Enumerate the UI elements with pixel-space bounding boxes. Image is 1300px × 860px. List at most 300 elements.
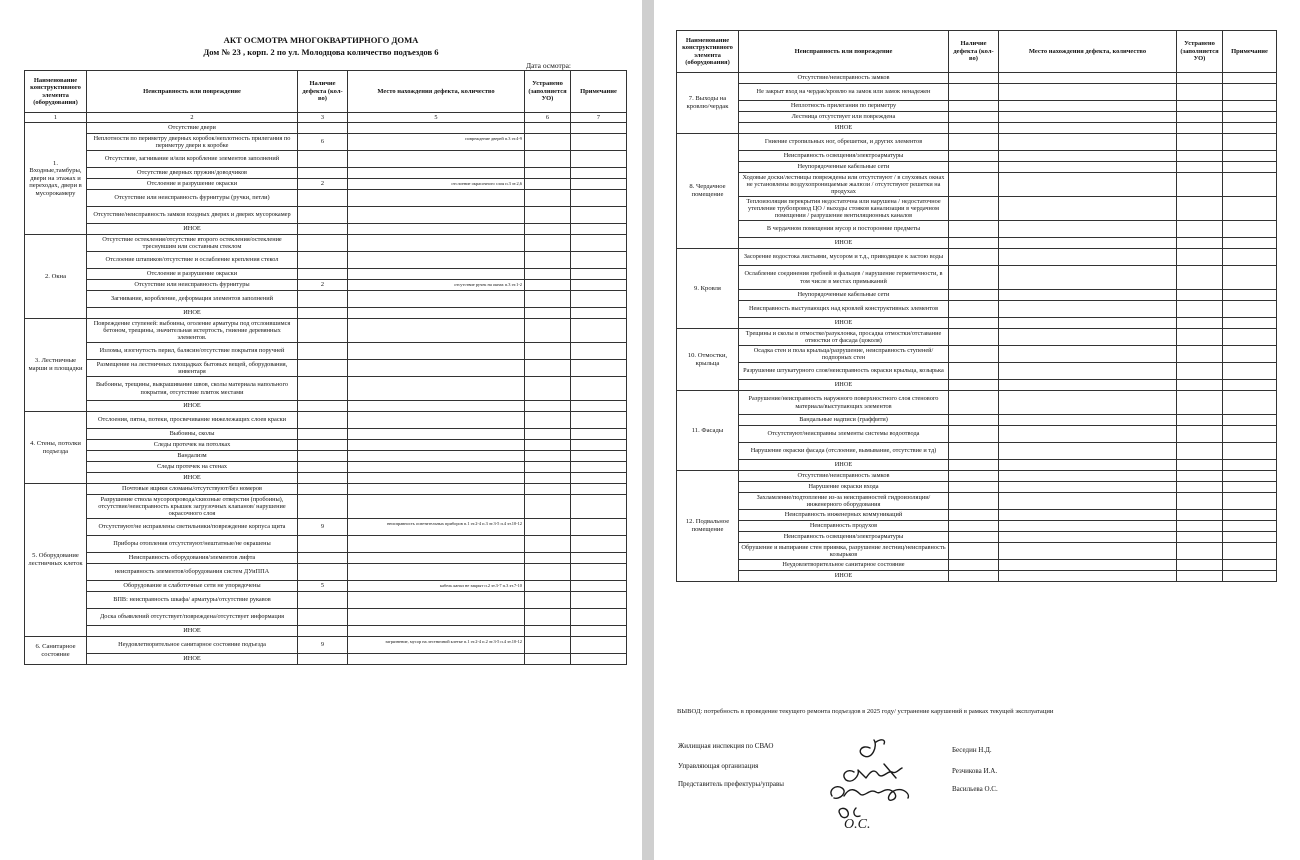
notes-cell — [1223, 112, 1277, 123]
fixed-cell — [1177, 443, 1223, 460]
defect-location-cell — [999, 415, 1177, 426]
table-row — [677, 380, 1277, 391]
defect-count-cell — [298, 592, 348, 609]
defect-cell: Отсутствуют/не исправлены светильники/повреждение корпуса щита — [87, 519, 298, 536]
defect-count-cell — [949, 221, 999, 238]
defect-cell: ИНОЕ — [87, 626, 298, 637]
defect-cell: Отсутствие или неисправность фурнитуры (ручки, петли) — [87, 190, 298, 207]
signatory-org: Представитель префектуры/управы — [678, 780, 785, 788]
defect-cell: Следы протечек на потолках — [87, 440, 298, 451]
fixed-cell — [525, 564, 571, 581]
table-row — [677, 329, 1277, 346]
table-row — [677, 346, 1277, 363]
column-header-defect: Неисправность или повреждение — [87, 71, 298, 113]
notes-cell — [571, 207, 627, 224]
fixed-cell — [1177, 290, 1223, 301]
defect-count-cell — [298, 462, 348, 473]
defect-location-cell — [348, 553, 525, 564]
defect-cell: Разрушение ствола мусоропровода/сквозные отверстия (пробоины), отсутствие/неисправность крышек загрузочных клапанов/ нарушение окрасочного слоя — [87, 495, 298, 519]
defect-count-cell — [298, 224, 348, 235]
column-number: 3 — [298, 113, 348, 123]
fixed-cell — [525, 134, 571, 151]
notes-cell — [571, 308, 627, 319]
defect-cell: Лестница отсутствует или повреждена — [739, 112, 949, 123]
table-row — [25, 473, 627, 484]
section-name: 1. Входные,тамбуры, двери на этажах и переходах, двери в мусорокамеру — [25, 123, 87, 235]
defect-cell: Неисправность выступающих над кровлей конструктивных элементов — [739, 301, 949, 318]
table-row — [677, 391, 1277, 415]
defect-cell: ИНОЕ — [739, 123, 949, 134]
notes-cell — [1223, 162, 1277, 173]
notes-cell — [1223, 123, 1277, 134]
fixed-cell — [525, 429, 571, 440]
notes-cell — [1223, 415, 1277, 426]
table-row — [25, 637, 627, 654]
section-name: 12. Подвальное помещение — [677, 471, 739, 582]
signatory-org: Управляющая организация — [678, 762, 759, 770]
defect-location-cell — [999, 443, 1177, 460]
defect-count-cell — [949, 510, 999, 521]
notes-cell — [571, 224, 627, 235]
fixed-cell — [525, 151, 571, 168]
notes-cell — [571, 269, 627, 280]
fixed-cell — [1177, 266, 1223, 290]
notes-cell — [571, 553, 627, 564]
defect-cell: ИНОЕ — [87, 224, 298, 235]
notes-cell — [571, 134, 627, 151]
defect-cell: Неупорядоченные кабельные сети — [739, 162, 949, 173]
table-row — [677, 510, 1277, 521]
notes-cell — [1223, 221, 1277, 238]
signature-initials: О.С. — [844, 817, 871, 832]
column-number: 1 — [25, 113, 87, 123]
fixed-cell — [525, 473, 571, 484]
defect-cell: Трещины и сколы в отмостке/разуклонка, просадка отмостки/отставание отмостки от фасада (цоколя) — [739, 329, 949, 346]
defect-location-cell — [348, 495, 525, 519]
notes-cell — [1223, 543, 1277, 560]
table-row — [677, 123, 1277, 134]
table-row — [677, 521, 1277, 532]
signatory-name: Беседин Н.Д. — [952, 746, 992, 754]
defect-cell: Отсутствие/неисправность замков — [739, 471, 949, 482]
defect-cell: Захламление/подтопление из-за неисправностей гидроизоляции/инженерного оборудования — [739, 493, 949, 510]
defect-cell: Почтовые ящики сломаны/отсутствуют/без номеров — [87, 484, 298, 495]
defect-count-cell — [949, 101, 999, 112]
table-row — [677, 301, 1277, 318]
defect-cell: ИНОЕ — [739, 318, 949, 329]
table-row — [677, 197, 1277, 221]
table-row — [25, 451, 627, 462]
defect-location-cell — [348, 252, 525, 269]
fixed-cell — [525, 207, 571, 224]
defect-cell: ИНОЕ — [739, 460, 949, 471]
section-name: 6. Санитарное состояние — [25, 637, 87, 665]
section-name: 8. Чердачное помещение — [677, 134, 739, 249]
defect-location-cell — [999, 571, 1177, 582]
defect-location-cell — [348, 291, 525, 308]
table-row — [25, 429, 627, 440]
defect-location-cell — [999, 346, 1177, 363]
defect-count-cell — [298, 440, 348, 451]
notes-cell — [571, 473, 627, 484]
notes-cell — [571, 451, 627, 462]
fixed-cell — [525, 495, 571, 519]
notes-cell — [571, 581, 627, 592]
defect-count-cell: 5 — [298, 581, 348, 592]
notes-cell — [1223, 346, 1277, 363]
table-row — [677, 493, 1277, 510]
table-row — [677, 482, 1277, 493]
defect-location-cell — [999, 266, 1177, 290]
notes-cell — [571, 484, 627, 495]
defect-location-cell — [348, 207, 525, 224]
notes-cell — [571, 377, 627, 401]
notes-cell — [571, 123, 627, 134]
fixed-cell — [1177, 510, 1223, 521]
defect-cell: Неисправность оборудования/элементов лифта — [87, 553, 298, 564]
defect-count-cell — [298, 343, 348, 360]
table-row — [677, 238, 1277, 249]
defect-count-cell — [298, 626, 348, 637]
section-name: 5. Оборудование лестничных клеток — [25, 484, 87, 637]
table-row — [25, 224, 627, 235]
fixed-cell — [1177, 221, 1223, 238]
fixed-cell — [525, 308, 571, 319]
fixed-cell — [525, 168, 571, 179]
fixed-cell — [525, 224, 571, 235]
defect-location-cell — [999, 238, 1177, 249]
defect-count-cell — [949, 560, 999, 571]
table-row — [677, 266, 1277, 290]
table-row — [677, 73, 1277, 84]
defect-location-cell: кабель канал не закрыт п.2 эт.3-7 п.3 эт.7-10 — [348, 581, 525, 592]
table-row — [25, 564, 627, 581]
fixed-cell — [1177, 471, 1223, 482]
fixed-cell — [525, 190, 571, 207]
defect-location-cell: отсутствие ручек на окнах п.3 эт.1-2 — [348, 280, 525, 291]
table-row — [677, 471, 1277, 482]
notes-cell — [571, 564, 627, 581]
defect-count-cell — [298, 609, 348, 626]
defect-cell: Неисправность инженерных коммуникаций — [739, 510, 949, 521]
fixed-cell — [1177, 84, 1223, 101]
defect-cell: неисправность элементов/оборудования систем ДУиППА — [87, 564, 298, 581]
defect-location-cell — [999, 134, 1177, 151]
defect-location-cell — [999, 426, 1177, 443]
section-name: 3. Лестничные марши и площадки — [25, 319, 87, 412]
notes-cell — [1223, 521, 1277, 532]
defect-cell: Приборы отопления отсутствуют/нештатные/не окрашены — [87, 536, 298, 553]
defect-count-cell — [949, 162, 999, 173]
table-header-row — [677, 31, 1277, 73]
defect-count-cell — [298, 473, 348, 484]
defect-cell: Загнивание, коробление, деформация элементов заполнений — [87, 291, 298, 308]
fixed-cell — [525, 269, 571, 280]
table-row — [25, 592, 627, 609]
defect-cell: Отсутствие/неисправность замков — [739, 73, 949, 84]
column-number-row — [25, 113, 627, 123]
defect-cell: Неплотность прилегания по периметру — [739, 101, 949, 112]
fixed-cell — [525, 343, 571, 360]
notes-cell — [1223, 391, 1277, 415]
table-row — [25, 654, 627, 665]
notes-cell — [571, 412, 627, 429]
notes-cell — [1223, 363, 1277, 380]
signatory-name: Васильева О.С. — [952, 785, 998, 793]
defect-location-cell — [348, 235, 525, 252]
fixed-cell — [1177, 380, 1223, 391]
defect-count-cell — [949, 134, 999, 151]
table-row — [25, 319, 627, 343]
fixed-cell — [525, 280, 571, 291]
defect-cell: Неисправность освещения/электроарматуры — [739, 532, 949, 543]
table-row — [25, 235, 627, 252]
notes-cell — [1223, 101, 1277, 112]
notes-cell — [571, 252, 627, 269]
defect-cell: Засорение водостока листьями, мусором и т.д., приводящее к застою воды — [739, 249, 949, 266]
table-row — [677, 112, 1277, 123]
defect-cell: Отслоения, пятна, потеки, просвечивание нижележащих слоев краски — [87, 412, 298, 429]
defect-cell: Выбоины, трещины, выкрашивание швов, сколы материала напольного покрытия, отсутствие плиток местами — [87, 377, 298, 401]
defect-location-cell — [999, 84, 1177, 101]
fixed-cell — [1177, 426, 1223, 443]
fixed-cell — [1177, 543, 1223, 560]
notes-cell — [1223, 73, 1277, 84]
defect-count-cell — [949, 249, 999, 266]
defect-count-cell — [949, 238, 999, 249]
fixed-cell — [1177, 460, 1223, 471]
defect-cell: Нарушение окраски фасада (отслоение, вымывание, отсутствие и тд) — [739, 443, 949, 460]
column-header-presence: Наличие дефекта (кол-во) — [298, 71, 348, 113]
defect-location-cell — [999, 521, 1177, 532]
defect-count-cell — [949, 493, 999, 510]
defect-count-cell — [949, 173, 999, 197]
notes-cell — [571, 637, 627, 654]
defect-cell: ИНОЕ — [87, 401, 298, 412]
defect-cell: Ослабление соединения гребней и фальцев / нарушение герметичности, в том числе в местах примыканий — [739, 266, 949, 290]
defect-count-cell: 9 — [298, 519, 348, 536]
table-row — [25, 412, 627, 429]
defect-cell: Отслоение и разрушение окраски — [87, 269, 298, 280]
table-row — [25, 440, 627, 451]
table-row — [25, 581, 627, 592]
fixed-cell — [525, 581, 571, 592]
notes-cell — [1223, 426, 1277, 443]
notes-cell — [571, 179, 627, 190]
notes-cell — [571, 626, 627, 637]
defect-location-cell — [999, 380, 1177, 391]
fixed-cell — [525, 484, 571, 495]
notes-cell — [1223, 493, 1277, 510]
defect-location-cell — [348, 484, 525, 495]
notes-cell — [1223, 443, 1277, 460]
table-row — [677, 571, 1277, 582]
defect-location-cell — [348, 462, 525, 473]
defect-cell: Изломы, изогнутость перил, балясин/отсутствие покрытия поручней — [87, 343, 298, 360]
defect-count-cell — [949, 318, 999, 329]
defect-location-cell — [999, 329, 1177, 346]
fixed-cell — [1177, 521, 1223, 532]
notes-cell — [1223, 238, 1277, 249]
fixed-cell — [1177, 571, 1223, 582]
fixed-cell — [1177, 560, 1223, 571]
defect-location-cell — [999, 493, 1177, 510]
defect-location-cell — [999, 151, 1177, 162]
defect-location-cell — [348, 123, 525, 134]
page-right — [654, 0, 1300, 860]
defect-cell: Доска объявлений отсутствует/повреждена/отсутствует информация — [87, 609, 298, 626]
defect-count-cell — [949, 532, 999, 543]
defect-cell: ИНОЕ — [739, 380, 949, 391]
table-row — [25, 252, 627, 269]
table-row — [25, 484, 627, 495]
defect-cell: Неплотности по периметру дверных коробок/неплотность прилегания по периметру двери к коробке — [87, 134, 298, 151]
defect-cell: Не закрыт вход на чердак/кровлю на замок или замок ненадежен — [739, 84, 949, 101]
defect-location-cell — [348, 440, 525, 451]
fixed-cell — [525, 536, 571, 553]
defect-location-cell — [348, 654, 525, 665]
table-row — [677, 162, 1277, 173]
column-header-notes: Примечание — [1223, 31, 1277, 73]
notes-cell — [1223, 329, 1277, 346]
defect-cell: Неудовлетворительное санитарное состояние — [739, 560, 949, 571]
fixed-cell — [525, 462, 571, 473]
defect-cell: Следы протечек на стенах — [87, 462, 298, 473]
defect-count-cell — [298, 484, 348, 495]
defect-cell: Выбоины, сколы — [87, 429, 298, 440]
defect-cell: Размещение на лестничных площадках бытовых вещей, оборудования, инвентаря — [87, 360, 298, 377]
defect-location-cell — [348, 609, 525, 626]
defect-location-cell — [999, 73, 1177, 84]
fixed-cell — [525, 626, 571, 637]
defect-count-cell — [298, 401, 348, 412]
fixed-cell — [1177, 173, 1223, 197]
defect-location-cell — [348, 564, 525, 581]
defect-count-cell — [949, 346, 999, 363]
fixed-cell — [525, 553, 571, 564]
defect-location-cell — [999, 221, 1177, 238]
table-row — [677, 221, 1277, 238]
table-row — [25, 291, 627, 308]
notes-cell — [571, 654, 627, 665]
defect-count-cell — [949, 426, 999, 443]
table-row — [677, 543, 1277, 560]
fixed-cell — [1177, 151, 1223, 162]
defect-cell: Осадка стен и пола крыльца/разрушение, неисправность ступеней/подпорных стен — [739, 346, 949, 363]
defect-cell: Разрушение штукатурного слоя/неисправность окраски крыльца, козырька — [739, 363, 949, 380]
defect-location-cell — [348, 319, 525, 343]
table-row — [677, 173, 1277, 197]
defect-location-cell — [999, 391, 1177, 415]
fixed-cell — [1177, 112, 1223, 123]
fixed-cell — [1177, 162, 1223, 173]
notes-cell — [571, 401, 627, 412]
defect-count-cell — [949, 73, 999, 84]
defect-count-cell — [298, 252, 348, 269]
table-row — [25, 168, 627, 179]
defect-count-cell — [298, 291, 348, 308]
defect-cell: Вандальные надписи (граффити) — [739, 415, 949, 426]
notes-cell — [571, 609, 627, 626]
defect-location-cell — [348, 224, 525, 235]
column-header-element: Наименование конструктивного элемента (оборудования) — [677, 31, 739, 73]
defect-count-cell — [298, 207, 348, 224]
fixed-cell — [525, 440, 571, 451]
defect-cell: Отслоение штапиков/отсутствие и ослабление крепления стекол — [87, 252, 298, 269]
defect-count-cell — [949, 482, 999, 493]
notes-cell — [1223, 197, 1277, 221]
table-row — [677, 443, 1277, 460]
defect-count-cell: 9 — [298, 637, 348, 654]
fixed-cell — [525, 123, 571, 134]
defect-location-cell — [348, 412, 525, 429]
defect-count-cell — [949, 543, 999, 560]
table-row — [677, 415, 1277, 426]
defect-count-cell — [949, 471, 999, 482]
document-subtitle: Дом № 23 , корп. 2 по ул. Молодцова количество подъездов 6 — [203, 47, 439, 57]
notes-cell — [571, 319, 627, 343]
defect-location-cell — [348, 168, 525, 179]
table-row — [25, 462, 627, 473]
notes-cell — [1223, 134, 1277, 151]
defect-count-cell — [298, 654, 348, 665]
defect-location-cell — [999, 197, 1177, 221]
notes-cell — [571, 429, 627, 440]
notes-cell — [571, 291, 627, 308]
table-row — [25, 377, 627, 401]
defect-cell: Отсутствуют/неисправны элементы системы водоотвода — [739, 426, 949, 443]
defect-location-cell — [999, 162, 1177, 173]
table-row — [677, 460, 1277, 471]
defect-location-cell — [999, 543, 1177, 560]
notes-cell — [1223, 532, 1277, 543]
defect-cell: Обрушение и выпирание стен приямка, разрушение лестниц/неисправность козырьков — [739, 543, 949, 560]
defect-cell: Отслоение и разрушение окраски — [87, 179, 298, 190]
defect-cell: Повреждение ступеней: выбоины, оголение арматуры под отслоившимся бетоном, трещины, значительная истертость, гниение деревянных элементов. — [87, 319, 298, 343]
defect-count-cell — [949, 363, 999, 380]
defect-location-cell — [348, 473, 525, 484]
table-row — [677, 532, 1277, 543]
defect-location-cell — [999, 510, 1177, 521]
defect-count-cell — [298, 429, 348, 440]
defect-cell: Отсутствие/неисправность замков входных дверях и дверях мусорокамер — [87, 207, 298, 224]
column-header-presence: Наличие дефекта (кол-во) — [949, 31, 999, 73]
fixed-cell — [1177, 493, 1223, 510]
table-row — [25, 134, 627, 151]
defect-count-cell — [298, 168, 348, 179]
table-row — [25, 536, 627, 553]
defect-count-cell — [949, 151, 999, 162]
table-row — [677, 84, 1277, 101]
defect-count-cell — [298, 564, 348, 581]
fixed-cell — [1177, 197, 1223, 221]
notes-cell — [1223, 460, 1277, 471]
table-row — [677, 101, 1277, 112]
defect-count-cell — [949, 443, 999, 460]
fixed-cell — [1177, 123, 1223, 134]
defect-location-cell — [348, 190, 525, 207]
fixed-cell — [525, 377, 571, 401]
defect-count-cell — [949, 123, 999, 134]
table-row — [25, 207, 627, 224]
defect-location-cell — [999, 471, 1177, 482]
table-row — [25, 553, 627, 564]
table-row — [25, 495, 627, 519]
defect-cell: Разрушение/неисправность наружного поверхностного слоя стенового материала/выступающих элементов — [739, 391, 949, 415]
defect-count-cell: 6 — [298, 134, 348, 151]
defect-cell: Оборудование и слаботочные сети не упорядочены — [87, 581, 298, 592]
defect-cell: Ходовые доски/лестницы повреждены или отсутствуют / в слуховых окнах не установлены воздухопроницаемые жалюзи / отсутствуют решетки на продухах — [739, 173, 949, 197]
